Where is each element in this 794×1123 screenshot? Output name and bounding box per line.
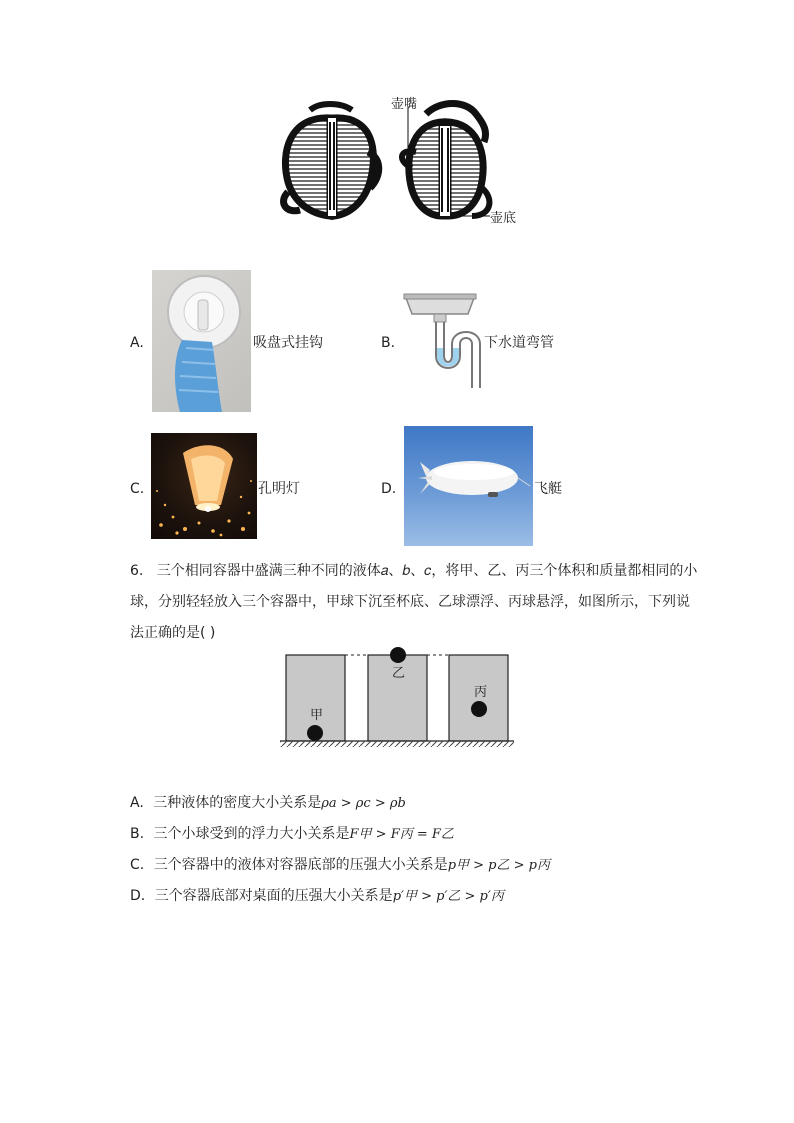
option-text: 三个小球受到的浮力大小关系是 — [153, 826, 350, 842]
suction-hook-photo — [152, 270, 251, 412]
option-letter: D. — [130, 888, 146, 904]
teapot-bottom-label: 壶底 — [490, 211, 517, 226]
option-c-caption: 孔明灯 — [258, 481, 300, 497]
option-d-letter: D. — [381, 481, 397, 497]
question-number: 6. — [130, 563, 144, 579]
option-b-caption: 下水道弯管 — [484, 335, 554, 351]
sink-trap-drawing — [402, 292, 484, 388]
teapot-left — [284, 104, 379, 216]
option-d-caption: 飞艇 — [534, 481, 562, 497]
option-letter: B. — [130, 826, 145, 842]
option-formula: p甲 > p乙 > p丙 — [447, 858, 550, 873]
option-text: 三种液体的密度大小关系是 — [153, 795, 322, 811]
option-c-letter: C. — [130, 481, 145, 497]
option-letter: C. — [130, 857, 145, 873]
teapot-right — [402, 104, 490, 217]
label-yi: 乙 — [392, 666, 406, 681]
question-6-text-1: 三个相同容器中盛满三种不同的液体𝑎、𝑏、𝑐，将甲、乙、丙三个体积和质量都相同的小 — [156, 563, 698, 579]
label-bing: 丙 — [474, 685, 488, 700]
question-6-line-1 — [130, 560, 697, 580]
option-formula: p′甲 > p′乙 > p′丙 — [392, 889, 504, 904]
option-formula: F甲 > F丙 = F乙 — [349, 827, 454, 842]
question-6-line-3: 法正确的是( ) — [130, 625, 216, 641]
teapot-figure — [270, 92, 530, 230]
question-6-line-2: 球，分别轻轻放入三个容器中，甲球下沉至杯底、乙球漂浮、丙球悬浮，如图所示，下列说 — [130, 594, 690, 610]
ball-yi — [390, 647, 406, 663]
option-text: 三个容器中的液体对容器底部的压强大小关系是 — [153, 857, 448, 873]
question-6-option-d — [130, 885, 504, 905]
question-6-option-a — [130, 792, 406, 812]
sky-lantern-photo — [151, 433, 257, 539]
label-jia: 甲 — [310, 708, 324, 723]
option-a-caption: 吸盘式挂钩 — [253, 335, 323, 351]
question-6-option-c — [130, 854, 550, 874]
teapot-spout-label: 壶嘴 — [391, 97, 418, 112]
option-formula: ρa > ρc > ρb — [321, 796, 406, 811]
option-a-letter: A. — [130, 335, 144, 351]
ball-bing — [471, 701, 487, 717]
option-b-letter: B. — [381, 335, 396, 351]
question-6-option-b — [130, 823, 454, 843]
airship-photo — [404, 426, 533, 546]
option-text: 三个容器底部对桌面的压强大小关系是 — [154, 888, 393, 904]
option-letter: A. — [130, 795, 144, 811]
ball-jia — [307, 725, 323, 741]
